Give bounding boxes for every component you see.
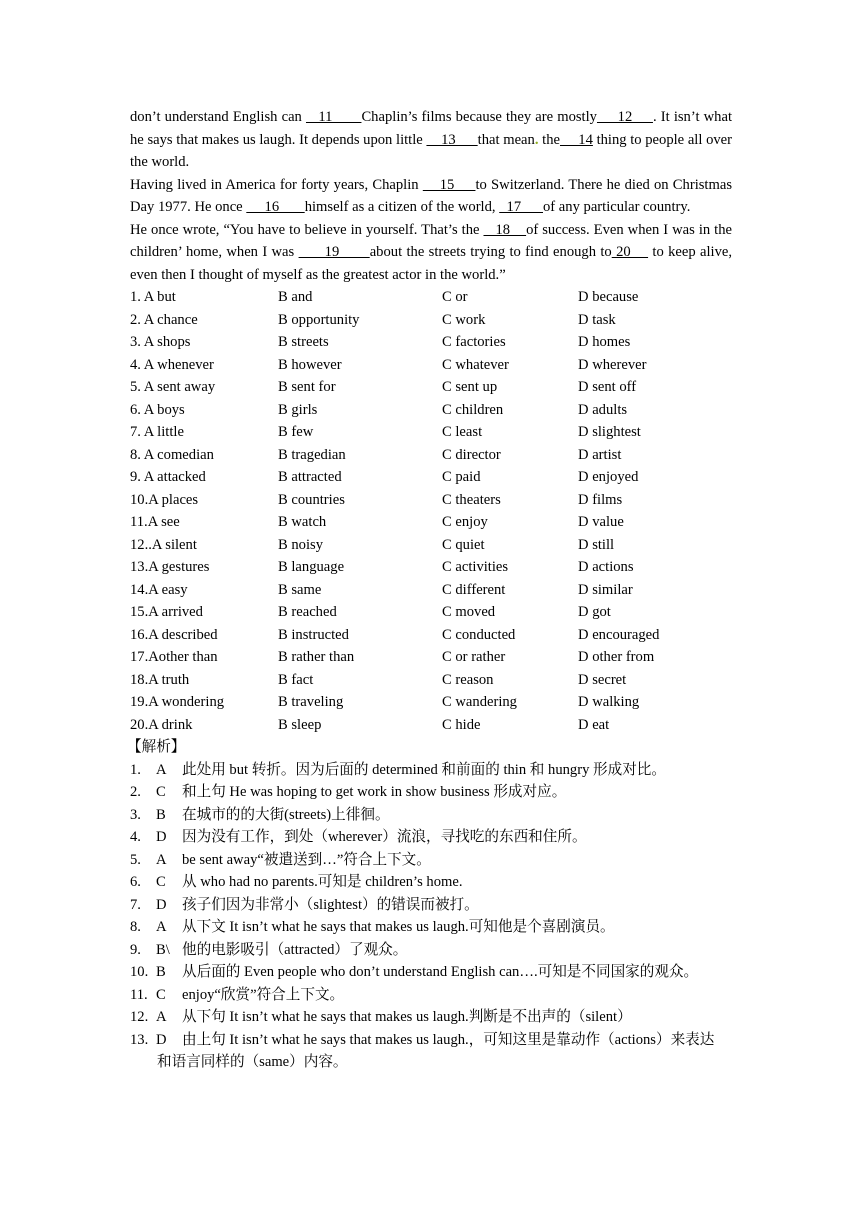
passage-text: himself as a citizen of the world, xyxy=(304,199,500,215)
option-a: 5. A sent away xyxy=(130,379,216,395)
analysis-answer: B xyxy=(156,806,166,823)
analysis-text: 从后面的 Even people who don’t understand English can….可知是不同国家的观众。 xyxy=(182,964,699,980)
question-option-row xyxy=(130,376,732,399)
passage-text: don’t understand English can xyxy=(130,109,306,125)
option-d: D homes xyxy=(578,334,631,350)
question-option-row xyxy=(130,466,732,489)
option-c: C factories xyxy=(442,334,506,350)
option-a: 13.A gestures xyxy=(130,559,210,575)
option-b: B sent for xyxy=(278,379,336,395)
passage-paragraph xyxy=(130,219,732,287)
option-d: D secret xyxy=(578,671,627,688)
question-option-row xyxy=(130,579,732,602)
question-option-row xyxy=(130,646,732,669)
analysis-number: 7. xyxy=(130,896,141,913)
analysis-text: enjoy“欣赏”符合上下文。 xyxy=(182,986,345,1003)
option-d: D wherever xyxy=(578,356,647,373)
option-d: D value xyxy=(578,514,624,530)
option-c: C activities xyxy=(442,559,509,575)
option-a: 9. A attacked xyxy=(130,469,206,485)
analysis-text: 从下文 It isn’t what he says that makes us laugh.可知他是个喜剧演员。 xyxy=(182,919,615,935)
option-a: 7. A little xyxy=(130,424,184,440)
analysis-number: 13. xyxy=(130,1031,149,1048)
analysis-number: 2. xyxy=(130,784,141,800)
blank-number: 16 xyxy=(246,199,305,215)
question-option-row xyxy=(130,534,732,557)
analysis-text: 从 who had no parents.可知是 children’s home. xyxy=(182,874,463,890)
question-option-row xyxy=(130,309,732,332)
passage-text: to Switzerland. There he died on Christmas Day 1977. He once xyxy=(130,176,732,215)
option-b: B attracted xyxy=(278,469,342,485)
passage-text: He once wrote, “You have to believe in yourself. That’s the xyxy=(130,221,484,238)
option-c: C children xyxy=(442,401,504,418)
blank-number: 14 xyxy=(559,131,593,148)
analysis-text: 在城市的的大街(streets)上徘徊。 xyxy=(182,806,390,823)
option-a: 12..A silent xyxy=(130,536,197,553)
option-a: 6. A boys xyxy=(130,401,185,418)
analysis-answer: D xyxy=(156,829,167,845)
option-c: C hide xyxy=(442,716,481,733)
option-a: 18.A truth xyxy=(130,671,190,688)
analysis-text: 由上句 It isn’t what he says that makes us laugh.，可知这里是靠动作（actions）来表达 xyxy=(182,1031,715,1048)
passage-text: the xyxy=(538,131,560,148)
option-a: 17.Aother than xyxy=(130,649,218,665)
question-option-row xyxy=(130,601,732,624)
option-c: C or xyxy=(442,289,468,305)
analysis-text: 因为没有工作，到处（wherever）流浪，寻找吃的东西和住所。 xyxy=(182,829,587,845)
option-b: B and xyxy=(278,289,313,305)
option-d: D films xyxy=(578,491,623,508)
analysis-number: 11. xyxy=(130,986,148,1003)
passage-text: of success. Even when I was in the children’ home, when I was xyxy=(130,221,732,260)
passage-text: that mean xyxy=(477,131,535,148)
passage-text: to keep alive, even then I thought of myself as the greatest actor in the world.” xyxy=(130,244,733,283)
option-c: C or rather xyxy=(442,649,506,665)
option-b: B tragedian xyxy=(278,446,346,463)
option-b: B sleep xyxy=(278,716,322,733)
analysis-answer: B\ xyxy=(156,941,170,958)
analysis-item xyxy=(130,939,732,962)
option-d: D adults xyxy=(578,401,628,418)
question-option-row xyxy=(130,421,732,444)
analysis-answer: B xyxy=(156,964,166,980)
option-d: D slightest xyxy=(578,424,641,440)
passage-paragraph xyxy=(130,174,732,219)
analysis-item xyxy=(130,1029,732,1074)
analysis-number: 3. xyxy=(130,806,141,823)
blank-number: 18 xyxy=(483,221,527,238)
analysis-heading: 【解析】 xyxy=(127,739,186,755)
analysis-item xyxy=(130,916,732,939)
blank-number: 19 xyxy=(298,244,370,260)
option-c: C enjoy xyxy=(442,514,488,530)
blank-number: 20 xyxy=(611,244,649,260)
option-b: B however xyxy=(278,356,342,373)
analysis-number: 4. xyxy=(130,829,141,845)
option-a: 16.A described xyxy=(130,626,218,643)
analysis-item xyxy=(130,826,732,849)
option-b: B girls xyxy=(278,401,318,418)
analysis-text: be sent away“被遣送到…”符合上下文。 xyxy=(182,851,431,868)
option-d: D still xyxy=(578,536,615,553)
option-c: C different xyxy=(442,581,506,598)
blank-number: 12 xyxy=(596,109,653,125)
option-c: C work xyxy=(442,311,486,328)
option-b: B opportunity xyxy=(278,311,360,328)
analysis-text-continued: 和语言同样的（same）内容。 xyxy=(157,1054,348,1070)
passage-text: Chaplin’s films because they are mostly xyxy=(361,109,597,125)
analysis-number: 12. xyxy=(130,1009,149,1025)
analysis-answer: C xyxy=(156,784,166,800)
question-option-row xyxy=(130,511,732,534)
analysis-number: 8. xyxy=(130,919,141,935)
analysis-item xyxy=(130,984,732,1007)
analysis-answer: D xyxy=(156,896,167,913)
blank-number: 15 xyxy=(422,176,476,193)
analysis-answer: D xyxy=(156,1031,167,1048)
options-list xyxy=(130,286,732,736)
analysis-answer: C xyxy=(156,986,166,1003)
option-b: B instructed xyxy=(278,626,349,643)
question-option-row xyxy=(130,354,732,377)
option-a: 2. A chance xyxy=(130,311,198,328)
option-d: D got xyxy=(578,604,611,620)
option-a: 3. A shops xyxy=(130,334,191,350)
analysis-text: 此处用 but 转折。因为后面的 determined 和前面的 thin 和 hungry 形成对比。 xyxy=(182,761,666,778)
option-b: B noisy xyxy=(278,536,324,553)
analysis-answer: C xyxy=(156,874,166,890)
analysis-text: 他的电影吸引（attracted）了观众。 xyxy=(182,941,408,958)
question-option-row xyxy=(130,331,732,354)
option-d: D other from xyxy=(578,649,655,665)
passage xyxy=(130,106,732,286)
analysis-item xyxy=(130,961,732,984)
question-option-row xyxy=(130,444,732,467)
option-d: D walking xyxy=(578,694,640,710)
analysis-item xyxy=(130,1006,732,1029)
option-c: C conducted xyxy=(442,626,516,643)
option-b: B traveling xyxy=(278,694,344,710)
blank-number: 17 xyxy=(499,199,543,215)
option-d: D because xyxy=(578,289,639,305)
analysis-text: 和上句 He was hoping to get work in show business 形成对应。 xyxy=(182,784,567,800)
option-d: D similar xyxy=(578,581,633,598)
option-c: C quiet xyxy=(442,536,485,553)
blank-number: 11 xyxy=(305,109,362,125)
analysis-item xyxy=(130,871,732,894)
question-option-row xyxy=(130,624,732,647)
option-c: C whatever xyxy=(442,356,509,373)
analysis-number: 1. xyxy=(130,761,141,778)
analysis-number: 6. xyxy=(130,874,141,890)
highlight-mark: . xyxy=(534,131,539,148)
question-option-row xyxy=(130,556,732,579)
question-option-row xyxy=(130,691,732,714)
option-d: D artist xyxy=(578,446,622,463)
question-option-row xyxy=(130,286,732,309)
option-c: C wandering xyxy=(442,694,517,710)
question-option-row xyxy=(130,714,732,737)
option-c: C least xyxy=(442,424,483,440)
analysis-list xyxy=(130,759,732,1074)
analysis-item xyxy=(130,759,732,782)
analysis-answer: A xyxy=(156,851,167,868)
option-b: B streets xyxy=(278,334,329,350)
option-b: B countries xyxy=(278,491,345,508)
question-option-row xyxy=(130,669,732,692)
option-a: 10.A places xyxy=(130,491,199,508)
analysis-item xyxy=(130,781,732,804)
option-d: D sent off xyxy=(578,379,637,395)
analysis-number: 10. xyxy=(130,964,149,980)
option-c: C moved xyxy=(442,604,496,620)
option-c: C theaters xyxy=(442,491,501,508)
passage-text: thing to people all over the world. xyxy=(130,131,732,170)
option-d: D encouraged xyxy=(578,626,660,643)
option-d: D actions xyxy=(578,559,634,575)
option-a: 15.A arrived xyxy=(130,604,203,620)
passage-paragraph xyxy=(130,106,732,174)
question-option-row xyxy=(130,489,732,512)
analysis-text: 孩子们因为非常小（slightest）的错误而被打。 xyxy=(182,896,479,913)
analysis-item xyxy=(130,849,732,872)
option-c: C paid xyxy=(442,469,481,485)
option-b: B watch xyxy=(278,514,327,530)
question-option-row xyxy=(130,399,732,422)
option-a: 4. A whenever xyxy=(130,356,214,373)
passage-text: . It isn’t what he says that makes us laugh. It depends upon little xyxy=(130,109,733,148)
option-d: D enjoyed xyxy=(578,469,639,485)
analysis-item xyxy=(130,804,732,827)
analysis-number: 9. xyxy=(130,941,141,958)
option-a: 8. A comedian xyxy=(130,446,214,463)
option-a: 1. A but xyxy=(130,289,176,305)
passage-text: Having lived in America for forty years, Chaplin xyxy=(130,176,423,193)
option-b: B fact xyxy=(278,671,314,688)
passage-text: about the streets trying to find enough to xyxy=(369,244,612,260)
option-b: B few xyxy=(278,424,314,440)
option-c: C reason xyxy=(442,671,494,688)
option-d: D task xyxy=(578,311,616,328)
analysis-number: 5. xyxy=(130,851,141,868)
option-b: B language xyxy=(278,559,345,575)
option-c: C sent up xyxy=(442,379,498,395)
option-b: B same xyxy=(278,581,322,598)
option-a: 11.A see xyxy=(130,514,180,530)
option-d: D eat xyxy=(578,716,610,733)
option-b: B rather than xyxy=(278,649,355,665)
option-a: 20.A drink xyxy=(130,716,193,733)
passage-text: of any particular country. xyxy=(543,199,691,215)
analysis-answer: A xyxy=(156,1009,167,1025)
analysis-answer: A xyxy=(156,761,167,778)
option-b: B reached xyxy=(278,604,337,620)
analysis-text: 从下句 It isn’t what he says that makes us laugh.判断是不出声的（silent） xyxy=(182,1009,632,1025)
document-page xyxy=(127,106,733,1074)
analysis-item xyxy=(130,894,732,917)
option-a: 19.A wondering xyxy=(130,694,225,710)
blank-number: 13 xyxy=(426,131,478,148)
analysis-answer: A xyxy=(156,919,167,935)
option-c: C director xyxy=(442,446,501,463)
option-a: 14.A easy xyxy=(130,581,188,598)
